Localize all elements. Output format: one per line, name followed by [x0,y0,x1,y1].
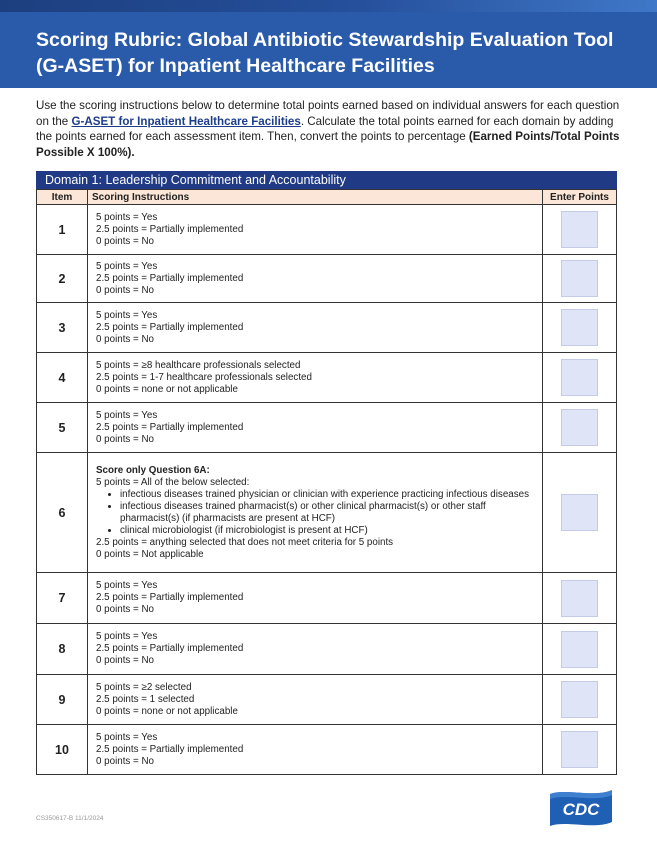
item-number: 6 [37,453,88,573]
intro-formula: (Earned Points/Total Points Possible X 100%). [36,130,620,159]
points-cell [543,403,617,453]
table-row [37,205,617,255]
header-strip [0,0,657,12]
item-number: 10 [37,725,88,775]
scoring-line: 0 points = none or not applicable [96,705,238,717]
points-cell [543,453,617,573]
scoring-line: 2.5 points = Partially implemented [96,592,244,603]
g-aset-link[interactable]: G-ASET for Inpatient Healthcare Facilities [71,114,301,128]
header-instructions: Scoring Instructions [88,190,543,205]
points-input[interactable] [561,580,598,617]
criteria-item: • infectious diseases trained physician or clinician with experience practicing infectious diseases [120,489,542,501]
scoring-heading: Score only Question 6A: [96,464,210,476]
scoring-line: 5 points = ≥8 healthcare professionals selected [96,359,301,371]
scoring-instructions [88,725,543,775]
scoring-line: 5 points = Yes [96,211,158,223]
scoring-line: 0 points = none or not applicable [96,383,238,395]
page-header [0,0,657,88]
points-cell [543,353,617,403]
item-number: 3 [37,303,88,353]
points-input[interactable] [561,309,598,346]
points-input[interactable] [561,409,598,446]
item-number: 9 [37,675,88,725]
scoring-line: 0 points = Not applicable [96,548,204,560]
scoring-line: 5 points = Yes [96,309,158,321]
points-input[interactable] [561,359,598,396]
table-row [37,725,617,775]
points-cell [543,205,617,255]
points-cell [543,255,617,303]
table-row [37,303,617,353]
points-input[interactable] [561,681,598,718]
scoring-line: 0 points = No [96,433,155,445]
header-item: Item [37,190,88,205]
table-row [37,453,617,573]
item-number: 2 [37,255,88,303]
points-input[interactable] [561,731,598,768]
intro-text-2: . Calculate the total points earned for each domain by adding the points earned for each assessment item. Then, convert the points to percentage [36,114,614,144]
item-number: 4 [37,353,88,403]
scoring-line: 5 points = Yes [96,631,158,642]
scoring-line: 2.5 points = 1-7 healthcare professionals selected [96,371,312,383]
scoring-line: 2.5 points = 1 selected [96,693,195,705]
scoring-line: 5 points = Yes [96,260,158,272]
table-row [37,624,617,675]
points-cell [543,624,617,675]
item-number: 7 [37,573,88,624]
scoring-line: 2.5 points = Partially implemented [96,272,244,284]
scoring-line: 2.5 points = Partially implemented [96,321,244,333]
document-code: CS350617-B 11/1/2024 [36,815,104,822]
scoring-line: 2.5 points = Partially implemented [96,223,244,235]
scoring-line: 0 points = No [96,604,155,615]
scoring-line: 5 points = ≥2 selected [96,681,192,693]
table-row [37,573,617,624]
points-input[interactable] [561,494,598,531]
scoring-lead: 5 points = All of the below selected: [96,476,250,488]
scoring-instructions [88,675,543,725]
table-header-row [37,190,617,205]
table-row [37,403,617,453]
scoring-instructions [88,303,543,353]
criteria-item: • clinical microbiologist (if microbiologist is present at HCF) [120,525,542,537]
scoring-line: 2.5 points = Partially implemented [96,743,244,755]
intro-text-1: Use the scoring instructions below to determine total points earned based on individual answers for each question on the [36,99,620,128]
scoring-line: 0 points = No [96,333,155,345]
item-number: 1 [37,205,88,255]
intro-paragraph [36,98,621,160]
points-cell [543,303,617,353]
points-input[interactable] [561,631,598,668]
table-row [37,353,617,403]
header-enter-points: Enter Points [543,190,617,205]
scoring-line: 5 points = Yes [96,731,158,743]
cdc-logo [546,786,616,828]
scoring-line: 0 points = No [96,235,155,247]
scoring-instructions [88,403,543,453]
title-line-1: Scoring Rubric: Global Antibiotic Stewardship Evaluation Tool [36,29,614,51]
scoring-instructions [88,255,543,303]
item-number: 8 [37,624,88,675]
points-cell [543,725,617,775]
points-cell [543,675,617,725]
item-number: 5 [37,403,88,453]
title-line-2: (G-ASET) for Inpatient Healthcare Facilities [36,55,435,77]
scoring-line: 5 points = Yes [96,580,158,591]
criteria-item: • infectious diseases trained pharmacist(s) or other clinical pharmacist(s) or other staff pharmacist(s) (if pharmacists are present at HCF) [120,501,542,525]
scoring-line: 2.5 points = Partially implemented [96,421,244,433]
scoring-instructions [88,624,543,675]
scoring-line: 2.5 points = anything selected that does not meet criteria for 5 points [96,536,394,548]
criteria-list [96,489,542,537]
scoring-line: 2.5 points = Partially implemented [96,643,244,654]
scoring-line: 0 points = No [96,755,155,767]
scoring-instructions [88,453,543,573]
svg-text:CDC: CDC [562,800,600,819]
points-input[interactable] [561,260,598,297]
points-cell [543,573,617,624]
scoring-line: 0 points = No [96,655,155,666]
table-row [37,675,617,725]
points-input[interactable] [561,211,598,248]
scoring-line: 0 points = No [96,284,155,296]
scoring-table [36,189,617,775]
scoring-instructions [88,573,543,624]
scoring-instructions [88,205,543,255]
scoring-instructions [88,353,543,403]
table-row [37,255,617,303]
scoring-line: 5 points = Yes [96,409,158,421]
page-title [36,27,636,79]
domain-title: Domain 1: Leadership Commitment and Accountability [36,171,617,189]
